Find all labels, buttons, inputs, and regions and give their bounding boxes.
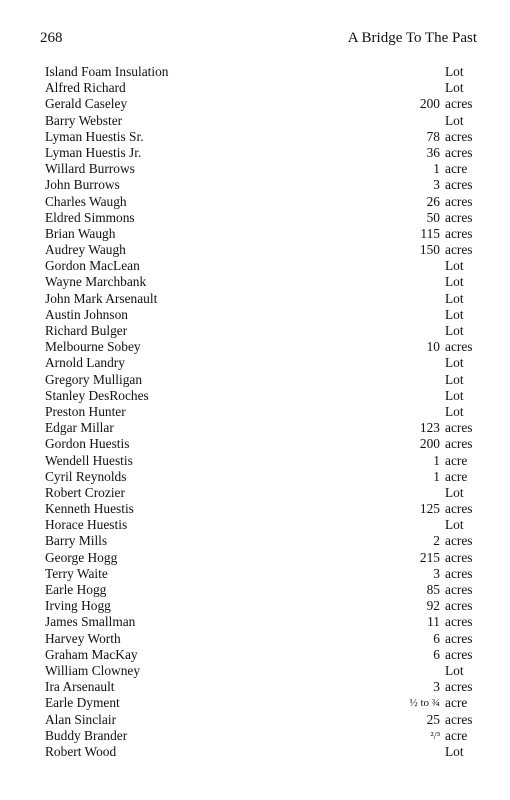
property-unit: acre — [445, 695, 468, 711]
list-item — [45, 355, 475, 371]
property-quantity: 50 — [426, 209, 440, 225]
owner-name: William Clowney — [45, 662, 141, 678]
owner-name: Robert Wood — [45, 743, 117, 759]
owner-name: Barry Mills — [45, 533, 108, 549]
property-quantity: 10 — [426, 339, 440, 355]
owner-name: Graham MacKay — [45, 646, 138, 662]
owner-name: Barry Webster — [45, 112, 123, 128]
property-quantity: 123 — [419, 420, 440, 436]
list-item — [45, 453, 475, 469]
property-quantity: 3 — [433, 679, 440, 695]
list-item — [45, 647, 475, 663]
list-item — [45, 194, 475, 210]
property-unit: acres — [445, 646, 473, 662]
property-unit: Lot — [445, 484, 464, 500]
owner-name: Arnold Landry — [45, 355, 125, 371]
property-unit: Lot — [445, 258, 464, 274]
property-unit: acres — [445, 96, 473, 112]
property-unit: Lot — [445, 64, 464, 79]
property-unit: Lot — [445, 323, 464, 338]
property-quantity: 36 — [426, 144, 440, 160]
list-item — [45, 274, 475, 290]
property-unit: acres — [445, 598, 473, 614]
list-item — [45, 177, 475, 193]
property-unit: Lot — [445, 80, 464, 96]
owner-name: Audrey Waugh — [45, 242, 126, 258]
list-item — [45, 145, 475, 161]
list-item — [45, 80, 475, 96]
property-unit: Lot — [445, 306, 464, 322]
property-unit: Lot — [445, 290, 464, 306]
list-item — [45, 728, 475, 744]
owner-name: Lyman Huestis Sr. — [45, 128, 144, 144]
list-item — [45, 210, 475, 226]
list-item — [45, 129, 475, 145]
list-item — [45, 631, 475, 647]
owner-name: Melbourne Sobey — [45, 339, 141, 355]
list-item — [45, 242, 475, 258]
property-unit: acres — [445, 582, 473, 597]
property-unit: acres — [445, 193, 473, 209]
list-item — [45, 436, 475, 452]
list-item — [45, 372, 475, 388]
list-item — [45, 533, 475, 549]
list-item — [45, 582, 475, 598]
property-quantity: 1 — [433, 452, 440, 468]
list-item — [45, 744, 475, 760]
property-quantity: 215 — [419, 549, 440, 565]
owner-name: Earle Dyment — [45, 695, 120, 711]
owner-name: John Burrows — [45, 177, 120, 193]
property-unit: acres — [445, 630, 473, 646]
property-quantity: 150 — [419, 242, 440, 258]
property-quantity: 2 — [433, 533, 440, 549]
property-unit: acres — [445, 225, 473, 241]
property-unit: acres — [445, 128, 473, 144]
list-item — [45, 550, 475, 566]
owner-name: Lyman Huestis Jr. — [45, 144, 142, 160]
list-item — [45, 64, 475, 80]
property-quantity: 25 — [426, 711, 440, 727]
property-list — [45, 64, 475, 760]
property-quantity: 78 — [426, 128, 440, 144]
owner-name: Eldred Simmons — [45, 209, 135, 225]
property-unit: acres — [445, 549, 473, 565]
page-number: 268 — [40, 30, 63, 46]
property-quantity: 6 — [433, 646, 440, 662]
list-item — [45, 679, 475, 695]
property-unit: acres — [445, 679, 473, 695]
list-item — [45, 663, 475, 679]
property-quantity: 200 — [419, 96, 440, 112]
owner-name: Austin Johnson — [45, 306, 128, 322]
owner-name: Horace Huestis — [45, 517, 128, 533]
property-unit: acres — [445, 565, 473, 581]
property-quantity: ½ to ¾ — [409, 697, 440, 710]
list-item — [45, 485, 475, 501]
property-unit: Lot — [445, 517, 464, 533]
property-unit: Lot — [445, 355, 464, 371]
owner-name: Cyril Reynolds — [45, 468, 127, 484]
property-unit: acre — [445, 161, 468, 177]
property-quantity: 11 — [427, 614, 440, 630]
property-quantity: 3 — [433, 565, 440, 581]
list-item — [45, 517, 475, 533]
list-item — [45, 566, 475, 582]
property-unit: Lot — [445, 371, 464, 387]
owner-name: Island Foam Insulation — [45, 64, 169, 79]
property-unit: acre — [445, 468, 468, 484]
owner-name: Kenneth Huestis — [45, 501, 134, 517]
property-unit: Lot — [445, 387, 464, 403]
list-item — [45, 113, 475, 129]
owner-name: George Hogg — [45, 549, 118, 565]
property-unit: acres — [445, 242, 473, 258]
list-item — [45, 96, 475, 112]
owner-name: Charles Waugh — [45, 193, 127, 209]
property-unit: Lot — [445, 403, 464, 419]
property-unit: Lot — [445, 274, 464, 290]
property-unit: acres — [445, 177, 473, 193]
list-item — [45, 420, 475, 436]
owner-name: Robert Crozier — [45, 484, 125, 500]
list-item — [45, 695, 475, 711]
owner-name: Gregory Mulligan — [45, 371, 143, 387]
list-item — [45, 469, 475, 485]
list-item — [45, 339, 475, 355]
list-item — [45, 291, 475, 307]
owner-name: Wendell Huestis — [45, 452, 133, 468]
property-unit: Lot — [445, 112, 464, 128]
property-unit: acres — [445, 711, 473, 727]
owner-name: Gordon MacLean — [45, 258, 140, 274]
list-item — [45, 501, 475, 517]
list-item — [45, 161, 475, 177]
owner-name: Stanley DesRoches — [45, 387, 149, 403]
list-item — [45, 307, 475, 323]
owner-name: Irving Hogg — [45, 598, 111, 614]
property-quantity: 125 — [419, 501, 440, 517]
property-unit: Lot — [445, 743, 464, 759]
page-header — [40, 30, 477, 50]
property-unit: acres — [445, 144, 473, 160]
owner-name: Brian Waugh — [45, 225, 116, 241]
property-quantity: 6 — [433, 630, 440, 646]
owner-name: Willard Burrows — [45, 161, 135, 177]
owner-name: John Mark Arsenault — [45, 290, 158, 306]
owner-name: Earle Hogg — [45, 582, 107, 597]
property-quantity: 200 — [419, 436, 440, 452]
property-unit: acres — [445, 501, 473, 517]
list-item — [45, 323, 475, 339]
property-unit: acre — [445, 727, 468, 743]
property-quantity: 3 — [433, 177, 440, 193]
owner-name: Wayne Marchbank — [45, 274, 147, 290]
owner-name: Gordon Huestis — [45, 436, 130, 452]
property-quantity: 26 — [426, 193, 440, 209]
owner-name: Buddy Brander — [45, 727, 128, 743]
property-unit: acres — [445, 420, 473, 436]
list-item — [45, 388, 475, 404]
property-quantity: 1 — [433, 468, 440, 484]
property-quantity: ²/³ — [430, 729, 440, 742]
owner-name: Richard Bulger — [45, 323, 128, 338]
owner-name: Terry Waite — [45, 565, 108, 581]
owner-name: Gerald Caseley — [45, 96, 128, 112]
property-unit: acres — [445, 436, 473, 452]
property-quantity: 1 — [433, 161, 440, 177]
property-unit: acres — [445, 209, 473, 225]
list-item — [45, 712, 475, 728]
list-item — [45, 598, 475, 614]
property-quantity: 115 — [420, 225, 440, 241]
owner-name: Ira Arsenault — [45, 679, 115, 695]
list-item — [45, 614, 475, 630]
property-unit: acres — [445, 614, 473, 630]
property-unit: acres — [445, 339, 473, 355]
list-item — [45, 258, 475, 274]
owner-name: James Smallman — [45, 614, 136, 630]
owner-name: Harvey Worth — [45, 630, 121, 646]
owner-name: Edgar Millar — [45, 420, 114, 436]
list-item — [45, 226, 475, 242]
owner-name: Preston Hunter — [45, 403, 126, 419]
property-unit: Lot — [445, 662, 464, 678]
list-item — [45, 404, 475, 420]
property-unit: acre — [445, 452, 468, 468]
owner-name: Alfred Richard — [45, 80, 126, 96]
property-quantity: 85 — [426, 582, 440, 597]
owner-name: Alan Sinclair — [45, 711, 117, 727]
book-title: A Bridge To The Past — [347, 30, 477, 46]
property-unit: acres — [445, 533, 473, 549]
property-quantity: 92 — [426, 598, 440, 614]
